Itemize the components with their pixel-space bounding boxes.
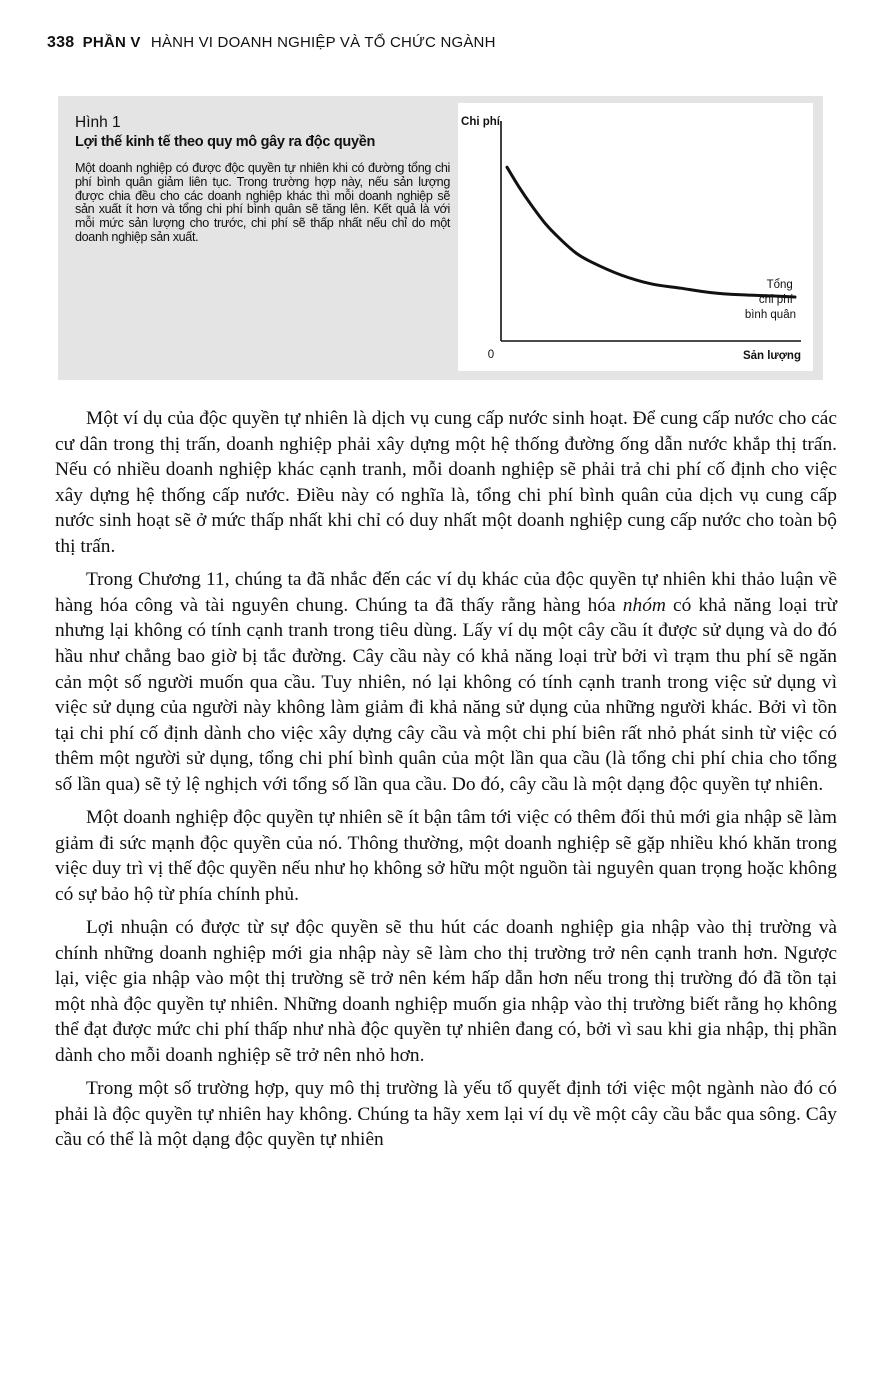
x-axis-label: Sản lượng: [742, 350, 801, 362]
figure-text: [75, 114, 450, 245]
figure-label: Hình 1: [75, 114, 121, 131]
paragraph-5: Trong một số trường hợp, quy mô thị trường là yếu tố quyết định tới việc một ngành nào đó có phải là độc quyền tự nhiên hay không. Chúng ta hãy xem lại ví dụ về một cây cầu bắc qua sông. Cây cầu có thể là một dạng độc quyền tự nhiên: [55, 1078, 837, 1151]
curve-label-line-2: chi phí: [758, 294, 793, 306]
paragraph-4: Lợi nhuận có được từ sự độc quyền sẽ thu hút các doanh nghiệp gia nhập vào thị trường và chính những doanh nghiệp mới gia nhập này sẽ làm cho thị trường trở nên cạnh tranh hơn. Ngược lại, việc gia nhập vào một thị trường sẽ trở nên kém hấp dẫn hơn nếu trong thị trường đó đã tồn tại một nhà độc quyền tự nhiên. Những doanh nghiệp muốn gia nhập vào thị trường biết rằng họ không thể đạt được mức chi phí thấp như nhà độc quyền tự nhiên đang có, bởi vì sau khi gia nhập, thị phần dành cho mỗi doanh nghiệp sẽ trở nên nhỏ hơn.: [55, 917, 837, 1067]
paragraph-2: Trong Chương 11, chúng ta đã nhắc đến các ví dụ khác của độc quyền tự nhiên khi thảo luận về hàng hóa công và tài nguyên chung. Chúng ta đã thấy rằng hàng hóa nhóm có khả năng loại trừ nhưng lại không có tính cạnh tranh trong tiêu dùng. Lấy ví dụ một cây cầu ít được sử dụng và do đó hầu như chẳng bao giờ bị tắc đường. Cây cầu này có khả năng loại trừ bởi vì trạm thu phí sẽ ngăn cản một số người muốn qua cầu. Tuy nhiên, nó lại không có tính cạnh tranh trong việc sử dụng vì việc sử dụng của người này không làm giảm đi khả năng sử dụng của những người khác. Bởi vì tồn tại chi phí cố định dành cho việc xây dựng cây cầu và một chi phí biên rất nhỏ phát sinh từ việc có thêm một người sử dụng, tổng chi phí bình quân của một lần qua cầu (là tổng chi phí chia cho tổng số lần qua) sẽ tỷ lệ nghịch với tổng số lần qua cầu. Do đó, cây cầu là một dạng độc quyền tự nhiên.: [55, 569, 837, 795]
average-total-cost-curve: [507, 167, 795, 297]
origin-label: 0: [487, 349, 495, 361]
curve-label-line-1: Tổng: [766, 279, 793, 291]
paragraph-3: Một doanh nghiệp độc quyền tự nhiên sẽ ít bận tâm tới việc có thêm đối thủ mới gia nhập sẽ làm giảm đi sức mạnh độc quyền của nó. Thông thường, một doanh nghiệp sẽ gặp nhiều khó khăn trong việc duy trì vị thế độc quyền nếu như họ không sở hữu một nguồn tài nguyên quan trọng hoặc không có sự bảo hộ từ phía chính phủ.: [55, 807, 837, 905]
y-axis-label: Chi phí: [461, 116, 500, 128]
curve-label-line-3: bình quân: [744, 309, 796, 321]
paragraph-1: Một ví dụ của độc quyền tự nhiên là dịch vụ cung cấp nước sinh hoạt. Để cung cấp nước cho các cư dân trong thị trấn, doanh nghiệp phải xây dựng một hệ thống đường ống dẫn nước khắp thị trấn. Nếu có nhiều doanh nghiệp khác cạnh tranh, mỗi doanh nghiệp sẽ phải trả chi phí cố định cho việc xây dựng hệ thống cấp nước. Điều này có nghĩa là, tổng chi phí bình quân của dịch vụ cung cấp nước sinh hoạt sẽ ở mức thấp nhất khi chỉ có duy nhất một doanh nghiệp cung cấp nước cho toàn bộ thị trấn.: [55, 408, 837, 557]
running-header: [47, 34, 496, 52]
body-text: [55, 406, 837, 1161]
figure-caption: Một doanh nghiệp có được độc quyền tự nhiên khi có đường tổng chi phí bình quân giảm liên tục. Trong trường hợp này, nếu sản lượng được chia đều cho các doanh nghiệp khác thì mỗi doanh nghiệp sẽ sản xuất ít hơn và tổng chi phí bình quân sẽ tăng lên. Kết quả là với mỗi mức sản lượng cho trước, chi phí sẽ thấp nhất nếu chỉ do một doanh nghiệp sản xuất.: [75, 161, 450, 244]
emphasis-word: nhóm: [622, 594, 666, 616]
part-title: HÀNH VI DOANH NGHIỆP VÀ TỔ CHỨC NGÀNH: [150, 34, 496, 51]
curve-label: [745, 279, 796, 321]
cost-chart: [458, 103, 813, 371]
figure-title: Lợi thế kinh tế theo quy mô gây ra độc quyền: [75, 134, 376, 150]
chart-panel: [458, 103, 813, 371]
page-number: 338: [47, 34, 75, 51]
part-label: PHẦN V: [82, 34, 141, 51]
